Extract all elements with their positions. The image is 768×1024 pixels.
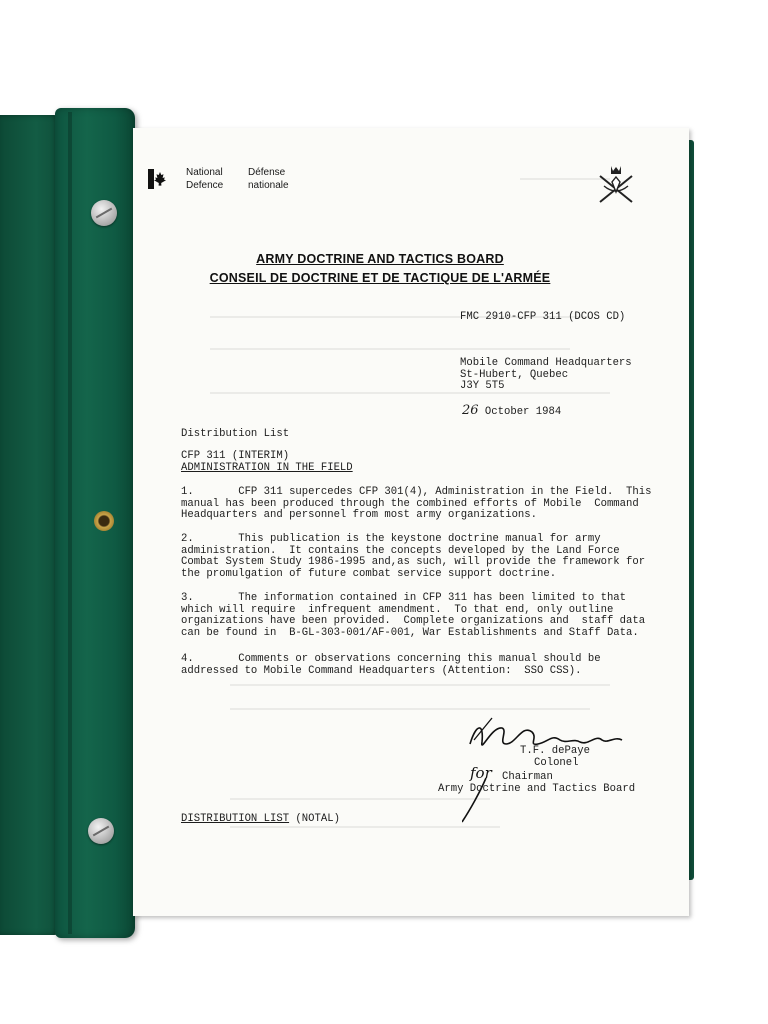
distribution-footer-note: (NOTAL) bbox=[289, 813, 340, 825]
signatory-title: Chairman bbox=[502, 771, 553, 783]
show-through bbox=[230, 826, 500, 828]
paragraph-line: 2. This publication is the keystone doctrine manual for army bbox=[181, 533, 601, 545]
show-through bbox=[230, 798, 490, 800]
screw-bottom-icon bbox=[88, 818, 114, 844]
for-mark-handwritten: for bbox=[470, 764, 492, 782]
department-name-french bbox=[248, 166, 318, 192]
document-date bbox=[462, 403, 561, 418]
paragraph-line: the promulgation of future combat service support doctrine. bbox=[181, 567, 557, 580]
subject-block bbox=[181, 451, 353, 474]
signatory-rank: Colonel bbox=[534, 756, 579, 769]
file-reference: FMC 2910-CFP 311 (DCOS CD) bbox=[460, 311, 626, 323]
paragraph-line: administration. It contains the concepts developed by the Land Force bbox=[181, 544, 620, 557]
distribution-footer bbox=[181, 813, 340, 825]
subject-title: ADMINISTRATION IN THE FIELD bbox=[181, 461, 353, 474]
grommet-icon bbox=[94, 511, 114, 531]
paragraph-line: addressed to Mobile Command Headquarters (Attention: SSO CSS). bbox=[181, 664, 582, 677]
date-day-handwritten: 26 bbox=[462, 403, 479, 418]
canada-flag-icon bbox=[148, 169, 172, 189]
board-heading-english: ARMY DOCTRINE AND TACTICS BOARD bbox=[256, 252, 504, 266]
department-line: Defence bbox=[186, 180, 224, 191]
distribution-footer-label: DISTRIBUTION LIST bbox=[181, 813, 290, 825]
subject-line: CFP 311 (INTERIM) bbox=[181, 450, 290, 462]
distribution-label: Distribution List bbox=[181, 428, 290, 440]
signatory-name-rank bbox=[520, 746, 590, 769]
department-line: Défense bbox=[248, 167, 286, 178]
paragraph-line: organizations have been provided. Complete organizations and staff data bbox=[181, 615, 646, 627]
binder-back-cover bbox=[0, 115, 60, 935]
paragraph-1 bbox=[181, 486, 652, 522]
department-line: nationale bbox=[248, 180, 289, 191]
paragraph-line: can be found in B-GL-303-001/AF-001, War Establishments and Staff Data. bbox=[181, 626, 639, 639]
paragraph-line: Headquarters and personnel from most army organizations. bbox=[181, 509, 538, 521]
binder-spine-ridge bbox=[68, 112, 72, 934]
paragraph-line: 1. CFP 311 supercedes CFP 301(4), Administration in the Field. This bbox=[181, 486, 652, 498]
paragraph-line: manual has been produced through the combined efforts of Mobile Command bbox=[181, 497, 639, 510]
screw-top-icon bbox=[91, 200, 117, 226]
department-line: National bbox=[186, 167, 223, 178]
signatory-board: Army Doctrine and Tactics Board bbox=[438, 783, 636, 795]
address-line: St-Hubert, Quebec bbox=[460, 368, 569, 381]
show-through bbox=[210, 348, 570, 350]
board-heading-french: CONSEIL DE DOCTRINE ET DE TACTIQUE DE L'ARMÉE bbox=[209, 271, 551, 285]
date-month-year: October 1984 bbox=[484, 406, 562, 418]
show-through bbox=[230, 708, 590, 710]
paragraph-4 bbox=[181, 654, 629, 677]
signatory-name: T.F. dePaye bbox=[520, 745, 590, 757]
paragraph-line: Combat System Study 1986-1995 and,as such, will provide the framework for bbox=[181, 556, 646, 568]
paragraph-2 bbox=[181, 533, 646, 580]
paragraph-3 bbox=[181, 592, 646, 639]
address-line: J3Y 5T5 bbox=[460, 380, 505, 392]
address-block bbox=[460, 358, 632, 393]
department-name-english bbox=[186, 166, 246, 192]
army-crest-icon bbox=[594, 162, 638, 208]
address-line: Mobile Command Headquarters bbox=[460, 357, 632, 369]
paragraph-line: which will require infrequent amendment. To that end, only outline bbox=[181, 603, 614, 616]
show-through bbox=[230, 684, 610, 686]
paragraph-line: 3. The information contained in CFP 311 has been limited to that bbox=[181, 592, 627, 604]
paragraph-line: 4. Comments or observations concerning this manual should be bbox=[181, 653, 601, 665]
